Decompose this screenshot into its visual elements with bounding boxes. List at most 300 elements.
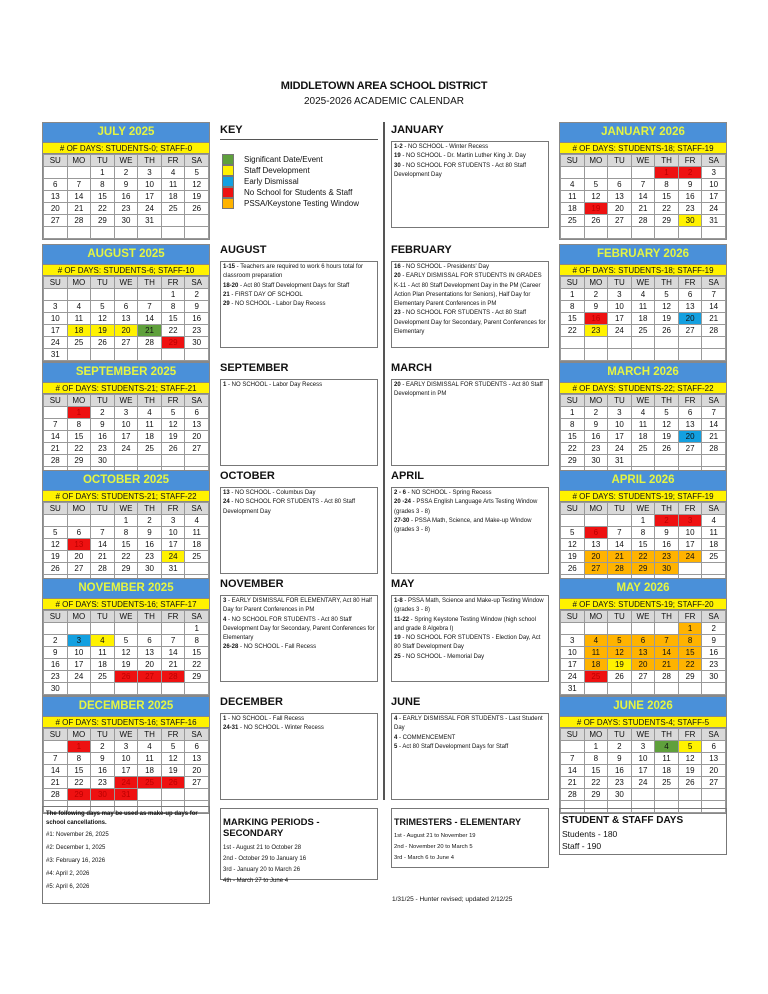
day-cell: 2	[584, 407, 608, 419]
month-calendar	[42, 696, 210, 814]
day-cell: 7	[608, 527, 632, 539]
note-item: 2 - 6 - NO SCHOOL - Spring Recess	[394, 490, 492, 496]
weekday-header: SU	[561, 729, 585, 741]
weekday-header: WE	[114, 155, 138, 167]
day-cell: 14	[702, 419, 726, 431]
day-cell: 11	[185, 527, 209, 539]
day-cell: 21	[631, 203, 655, 215]
day-cell: 4	[584, 635, 608, 647]
weekday-header: MO	[584, 155, 608, 167]
empty-cell	[114, 289, 138, 301]
student-staff-days-box	[559, 808, 727, 855]
weekday-header: SU	[44, 277, 68, 289]
month-grid	[560, 610, 726, 695]
day-cell: 4	[161, 167, 185, 179]
makeup-day: #2: December 1, 2025	[46, 845, 106, 851]
day-cell: 8	[561, 301, 585, 313]
note-item: 26-28 - NO SCHOOL - Fall Recess	[223, 644, 317, 651]
weekday-header: TH	[655, 503, 679, 515]
day-cell: 24	[138, 203, 162, 215]
empty-cell	[138, 349, 162, 361]
day-cell: 12	[561, 539, 585, 551]
month-title: JANUARY 2026	[560, 123, 726, 142]
weekday-header: TU	[91, 503, 115, 515]
day-cell: 15	[67, 431, 91, 443]
month-notes-panel	[391, 470, 549, 574]
day-cell: 12	[161, 753, 185, 765]
empty-cell	[655, 789, 679, 801]
day-cell: 4	[631, 407, 655, 419]
day-cell: 24	[44, 337, 68, 349]
day-cell: 20	[138, 659, 162, 671]
day-cell: 24	[702, 203, 726, 215]
day-cell: 22	[161, 325, 185, 337]
note-item: 1-8 - PSSA Math, Science and Make-up Testing Window (grades 3 - 8)	[394, 598, 544, 614]
marking-period: 1st - August 21 to October 28	[223, 845, 302, 851]
day-cell: 30	[91, 455, 115, 467]
weekday-header: TH	[138, 155, 162, 167]
weekday-header: TU	[91, 729, 115, 741]
empty-cell	[655, 349, 679, 361]
weekday-header: WE	[631, 277, 655, 289]
day-cell: 19	[678, 765, 702, 777]
day-cell: 16	[114, 191, 138, 203]
day-cell: 27	[138, 671, 162, 683]
month-title: JULY 2025	[43, 123, 209, 142]
day-cell: 15	[91, 191, 115, 203]
day-cell: 8	[114, 527, 138, 539]
day-cell: 17	[138, 191, 162, 203]
day-cell: 19	[161, 431, 185, 443]
weekday-header: FR	[161, 729, 185, 741]
day-cell: 13	[114, 313, 138, 325]
day-cell: 4	[655, 741, 679, 753]
empty-cell	[584, 683, 608, 695]
day-cell: 28	[561, 789, 585, 801]
day-cell: 1	[91, 167, 115, 179]
notes-body	[391, 379, 549, 466]
note-item: 1 - NO SCHOOL - Labor Day Recess	[223, 382, 323, 388]
day-cell: 4	[67, 301, 91, 313]
note-item: 1 - NO SCHOOL - Fall Recess	[223, 716, 305, 722]
empty-cell	[678, 227, 702, 239]
weekday-header: SU	[561, 503, 585, 515]
day-cell: 15	[678, 647, 702, 659]
empty-cell	[702, 455, 726, 467]
makeup-day: #3: February 16, 2026	[46, 858, 106, 864]
blue-swatch-icon	[222, 176, 234, 187]
day-cell: 20	[608, 203, 632, 215]
day-cell: 10	[114, 753, 138, 765]
day-cell: 21	[655, 659, 679, 671]
empty-cell	[702, 563, 726, 575]
month-notes-panel	[220, 362, 378, 466]
month-calendar	[42, 578, 210, 696]
day-cell: 5	[678, 741, 702, 753]
day-cell: 8	[655, 179, 679, 191]
trimester: 3rd - March 6 to June 4	[394, 855, 454, 861]
day-cell: 15	[584, 765, 608, 777]
weekday-header: FR	[161, 155, 185, 167]
month-calendar	[42, 244, 210, 362]
day-cell: 10	[678, 527, 702, 539]
day-cell: 28	[91, 563, 115, 575]
month-grid	[43, 394, 209, 479]
day-cell: 12	[678, 753, 702, 765]
day-cell: 3	[608, 289, 632, 301]
empty-cell	[608, 349, 632, 361]
note-item: 16 - NO SCHOOL - Presidents' Day	[394, 264, 489, 270]
day-cell: 24	[631, 777, 655, 789]
day-cell: 11	[702, 527, 726, 539]
day-cell: 7	[702, 407, 726, 419]
day-cell: 20	[584, 551, 608, 563]
day-cell: 1	[561, 289, 585, 301]
day-cell: 9	[91, 753, 115, 765]
empty-cell	[631, 455, 655, 467]
day-cell: 7	[702, 289, 726, 301]
day-cell: 18	[631, 313, 655, 325]
day-cell: 23	[91, 777, 115, 789]
day-cell: 7	[138, 301, 162, 313]
note-item: 18-20 - Act 80 Staff Development Days for Staff	[223, 282, 350, 289]
day-cell: 19	[91, 325, 115, 337]
empty-cell	[631, 167, 655, 179]
day-cell: 30	[91, 789, 115, 801]
day-cell: 23	[702, 659, 726, 671]
day-cell: 26	[608, 671, 632, 683]
day-cell: 10	[44, 313, 68, 325]
notes-body	[220, 487, 378, 574]
day-cell: 27	[678, 325, 702, 337]
notes-body	[391, 261, 549, 348]
day-cell: 30	[185, 337, 209, 349]
day-cell: 20	[678, 313, 702, 325]
month-calendar	[559, 122, 727, 240]
month-grid	[43, 276, 209, 361]
day-cell: 17	[702, 191, 726, 203]
empty-cell	[161, 349, 185, 361]
day-cell: 19	[608, 659, 632, 671]
day-cell: 27	[44, 215, 68, 227]
empty-cell	[67, 167, 91, 179]
day-cell: 30	[138, 563, 162, 575]
day-cell: 25	[702, 551, 726, 563]
empty-cell	[91, 289, 115, 301]
day-cell: 24	[114, 777, 138, 789]
day-cell: 19	[584, 203, 608, 215]
day-cell: 1	[655, 167, 679, 179]
day-cell: 23	[44, 671, 68, 683]
days-count: # OF DAYS: STUDENTS-21; STAFF-22	[43, 490, 209, 502]
day-cell: 21	[44, 777, 68, 789]
empty-cell	[655, 623, 679, 635]
day-cell: 3	[138, 167, 162, 179]
weekday-header: MO	[584, 729, 608, 741]
day-cell: 30	[702, 671, 726, 683]
day-cell: 25	[655, 777, 679, 789]
day-cell: 16	[185, 313, 209, 325]
empty-cell	[44, 515, 68, 527]
day-cell: 11	[631, 301, 655, 313]
day-cell: 9	[678, 179, 702, 191]
day-cell: 19	[561, 551, 585, 563]
day-cell: 8	[185, 635, 209, 647]
red-swatch-icon	[222, 187, 234, 198]
day-cell: 20	[702, 765, 726, 777]
legend-item-no-school: No School for Students & Staff	[222, 187, 378, 198]
day-cell: 8	[67, 419, 91, 431]
day-cell: 3	[631, 741, 655, 753]
empty-cell	[702, 349, 726, 361]
empty-cell	[185, 455, 209, 467]
day-cell: 28	[608, 563, 632, 575]
day-cell: 17	[678, 539, 702, 551]
day-cell: 9	[702, 635, 726, 647]
note-item: 20 -24 - PSSA English Language Arts Testing Window (grades 3 - 8)	[394, 499, 538, 515]
day-cell: 5	[561, 527, 585, 539]
day-cell: 10	[608, 301, 632, 313]
day-cell: 18	[185, 539, 209, 551]
empty-cell	[561, 227, 585, 239]
days-count: # OF DAYS: STUDENTS-6; STAFF-10	[43, 264, 209, 276]
empty-cell	[114, 227, 138, 239]
month-grid	[43, 610, 209, 695]
day-cell: 13	[678, 301, 702, 313]
day-cell: 6	[185, 407, 209, 419]
day-cell: 1	[161, 289, 185, 301]
day-cell: 26	[655, 325, 679, 337]
month-notes-panel	[391, 244, 549, 348]
month-grid	[43, 502, 209, 587]
day-cell: 31	[44, 349, 68, 361]
day-cell: 16	[44, 659, 68, 671]
day-cell: 9	[44, 647, 68, 659]
day-cell: 30	[584, 455, 608, 467]
day-cell: 23	[91, 443, 115, 455]
day-cell: 14	[44, 765, 68, 777]
day-cell: 11	[631, 419, 655, 431]
trimester: 1st - August 21 to November 19	[394, 833, 476, 839]
day-cell: 17	[561, 659, 585, 671]
notes-title: JANUARY	[391, 124, 444, 136]
day-cell: 23	[678, 203, 702, 215]
notes-title: DECEMBER	[220, 696, 283, 708]
day-cell: 28	[702, 443, 726, 455]
empty-cell	[91, 349, 115, 361]
day-cell: 11	[138, 419, 162, 431]
weekday-header: WE	[631, 503, 655, 515]
empty-cell	[138, 683, 162, 695]
weekday-header: SU	[44, 503, 68, 515]
weekday-header: WE	[114, 729, 138, 741]
month-title: OCTOBER 2025	[43, 471, 209, 490]
empty-cell	[185, 563, 209, 575]
month-grid	[560, 276, 726, 361]
day-cell: 5	[44, 527, 68, 539]
weekday-header: TU	[91, 155, 115, 167]
day-cell: 4	[631, 289, 655, 301]
weekday-header: SA	[702, 395, 726, 407]
day-cell: 10	[608, 419, 632, 431]
weekday-header: SA	[702, 277, 726, 289]
marking-period: 3rd - January 20 to March 26	[223, 867, 301, 873]
weekday-header: FR	[678, 395, 702, 407]
weekday-header: SA	[185, 277, 209, 289]
weekday-header: SU	[44, 395, 68, 407]
day-cell: 18	[67, 325, 91, 337]
day-cell: 15	[561, 431, 585, 443]
notes-body	[220, 595, 378, 682]
day-cell: 29	[655, 215, 679, 227]
days-count: # OF DAYS: STUDENTS-22; STAFF-22	[560, 382, 726, 394]
weekday-header: FR	[678, 611, 702, 623]
yellow-swatch-icon	[222, 165, 234, 176]
revision-note: 1/31/25 - Hunter revised; updated 2/12/25	[392, 896, 513, 903]
day-cell: 23	[584, 325, 608, 337]
weekday-header: TH	[655, 277, 679, 289]
day-cell: 22	[631, 551, 655, 563]
day-cell: 29	[631, 563, 655, 575]
empty-cell	[44, 623, 68, 635]
day-cell: 19	[655, 313, 679, 325]
empty-cell	[561, 515, 585, 527]
day-cell: 9	[185, 301, 209, 313]
day-cell: 24	[67, 671, 91, 683]
day-cell: 23	[138, 551, 162, 563]
day-cell: 14	[608, 539, 632, 551]
day-cell: 5	[91, 301, 115, 313]
marking-periods-title: MARKING PERIODS - SECONDARY	[223, 817, 320, 839]
day-cell: 6	[44, 179, 68, 191]
day-cell: 21	[161, 659, 185, 671]
day-cell: 13	[44, 191, 68, 203]
empty-cell	[655, 683, 679, 695]
notes-title: AUGUST	[220, 244, 267, 256]
day-cell: 25	[185, 551, 209, 563]
day-cell: 5	[655, 289, 679, 301]
day-cell: 27	[678, 443, 702, 455]
day-cell: 2	[138, 515, 162, 527]
day-cell: 18	[584, 659, 608, 671]
day-cell: 5	[655, 407, 679, 419]
day-cell: 18	[561, 203, 585, 215]
day-cell: 22	[655, 203, 679, 215]
day-cell: 29	[91, 215, 115, 227]
empty-cell	[678, 337, 702, 349]
day-cell: 7	[44, 753, 68, 765]
month-notes-panel	[220, 578, 378, 682]
makeup-day: #5: April 6, 2026	[46, 884, 90, 890]
month-title: AUGUST 2025	[43, 245, 209, 264]
legend-title: KEY	[220, 124, 378, 140]
makeup-day: #4: April 2, 2026	[46, 871, 90, 877]
day-cell: 6	[631, 635, 655, 647]
weekday-header: FR	[678, 277, 702, 289]
empty-cell	[44, 167, 68, 179]
empty-cell	[91, 227, 115, 239]
day-cell: 13	[185, 419, 209, 431]
day-cell: 10	[161, 527, 185, 539]
notes-title: FEBRUARY	[391, 244, 452, 256]
day-cell: 3	[114, 407, 138, 419]
month-notes-panel	[220, 470, 378, 574]
empty-cell	[91, 515, 115, 527]
empty-cell	[655, 227, 679, 239]
day-cell: 28	[655, 671, 679, 683]
empty-cell	[584, 623, 608, 635]
notes-body	[391, 487, 549, 574]
day-cell: 26	[584, 215, 608, 227]
day-cell: 18	[138, 431, 162, 443]
weekday-header: FR	[161, 395, 185, 407]
day-cell: 1	[561, 407, 585, 419]
day-cell: 2	[655, 515, 679, 527]
empty-cell	[161, 683, 185, 695]
legend-item-significant: Significant Date/Event	[222, 154, 378, 165]
day-cell: 2	[114, 167, 138, 179]
day-cell: 30	[678, 215, 702, 227]
makeup-day: #1: November 26, 2025	[46, 832, 109, 838]
day-cell: 3	[608, 407, 632, 419]
day-cell: 3	[67, 635, 91, 647]
weekday-header: MO	[67, 395, 91, 407]
month-notes-panel	[391, 362, 549, 466]
day-cell: 27	[114, 337, 138, 349]
day-cell: 2	[91, 407, 115, 419]
day-cell: 31	[138, 215, 162, 227]
day-cell: 5	[161, 741, 185, 753]
day-cell: 20	[678, 431, 702, 443]
day-cell: 12	[161, 419, 185, 431]
notes-body	[220, 713, 378, 800]
empty-cell	[138, 789, 162, 801]
day-cell: 28	[138, 337, 162, 349]
day-cell: 1	[67, 741, 91, 753]
weekday-header: SA	[702, 503, 726, 515]
day-cell: 16	[678, 191, 702, 203]
month-calendar	[559, 362, 727, 480]
day-cell: 12	[655, 301, 679, 313]
day-cell: 20	[114, 325, 138, 337]
empty-cell	[185, 683, 209, 695]
day-cell: 30	[44, 683, 68, 695]
day-cell: 28	[44, 789, 68, 801]
empty-cell	[185, 215, 209, 227]
day-cell: 6	[702, 741, 726, 753]
note-item: 20 - EARLY DISMISSAL FOR STUDENTS - Act 80 Staff Development in PM	[394, 382, 543, 398]
day-cell: 9	[608, 753, 632, 765]
empty-cell	[655, 455, 679, 467]
weekday-header: WE	[114, 503, 138, 515]
days-count: # OF DAYS: STUDENTS-0; STAFF-0	[43, 142, 209, 154]
marking-period: 2nd - October 29 to January 16	[223, 856, 307, 862]
empty-cell	[702, 337, 726, 349]
day-cell: 20	[185, 431, 209, 443]
days-count: # OF DAYS: STUDENTS-21; STAFF-21	[43, 382, 209, 394]
weekday-header: TU	[608, 277, 632, 289]
day-cell: 28	[161, 671, 185, 683]
day-cell: 3	[561, 635, 585, 647]
weekday-header: WE	[631, 395, 655, 407]
day-cell: 17	[608, 431, 632, 443]
empty-cell	[678, 683, 702, 695]
day-cell: 16	[608, 765, 632, 777]
day-cell: 20	[631, 659, 655, 671]
day-cell: 11	[67, 313, 91, 325]
day-cell: 15	[655, 191, 679, 203]
day-cell: 6	[678, 289, 702, 301]
